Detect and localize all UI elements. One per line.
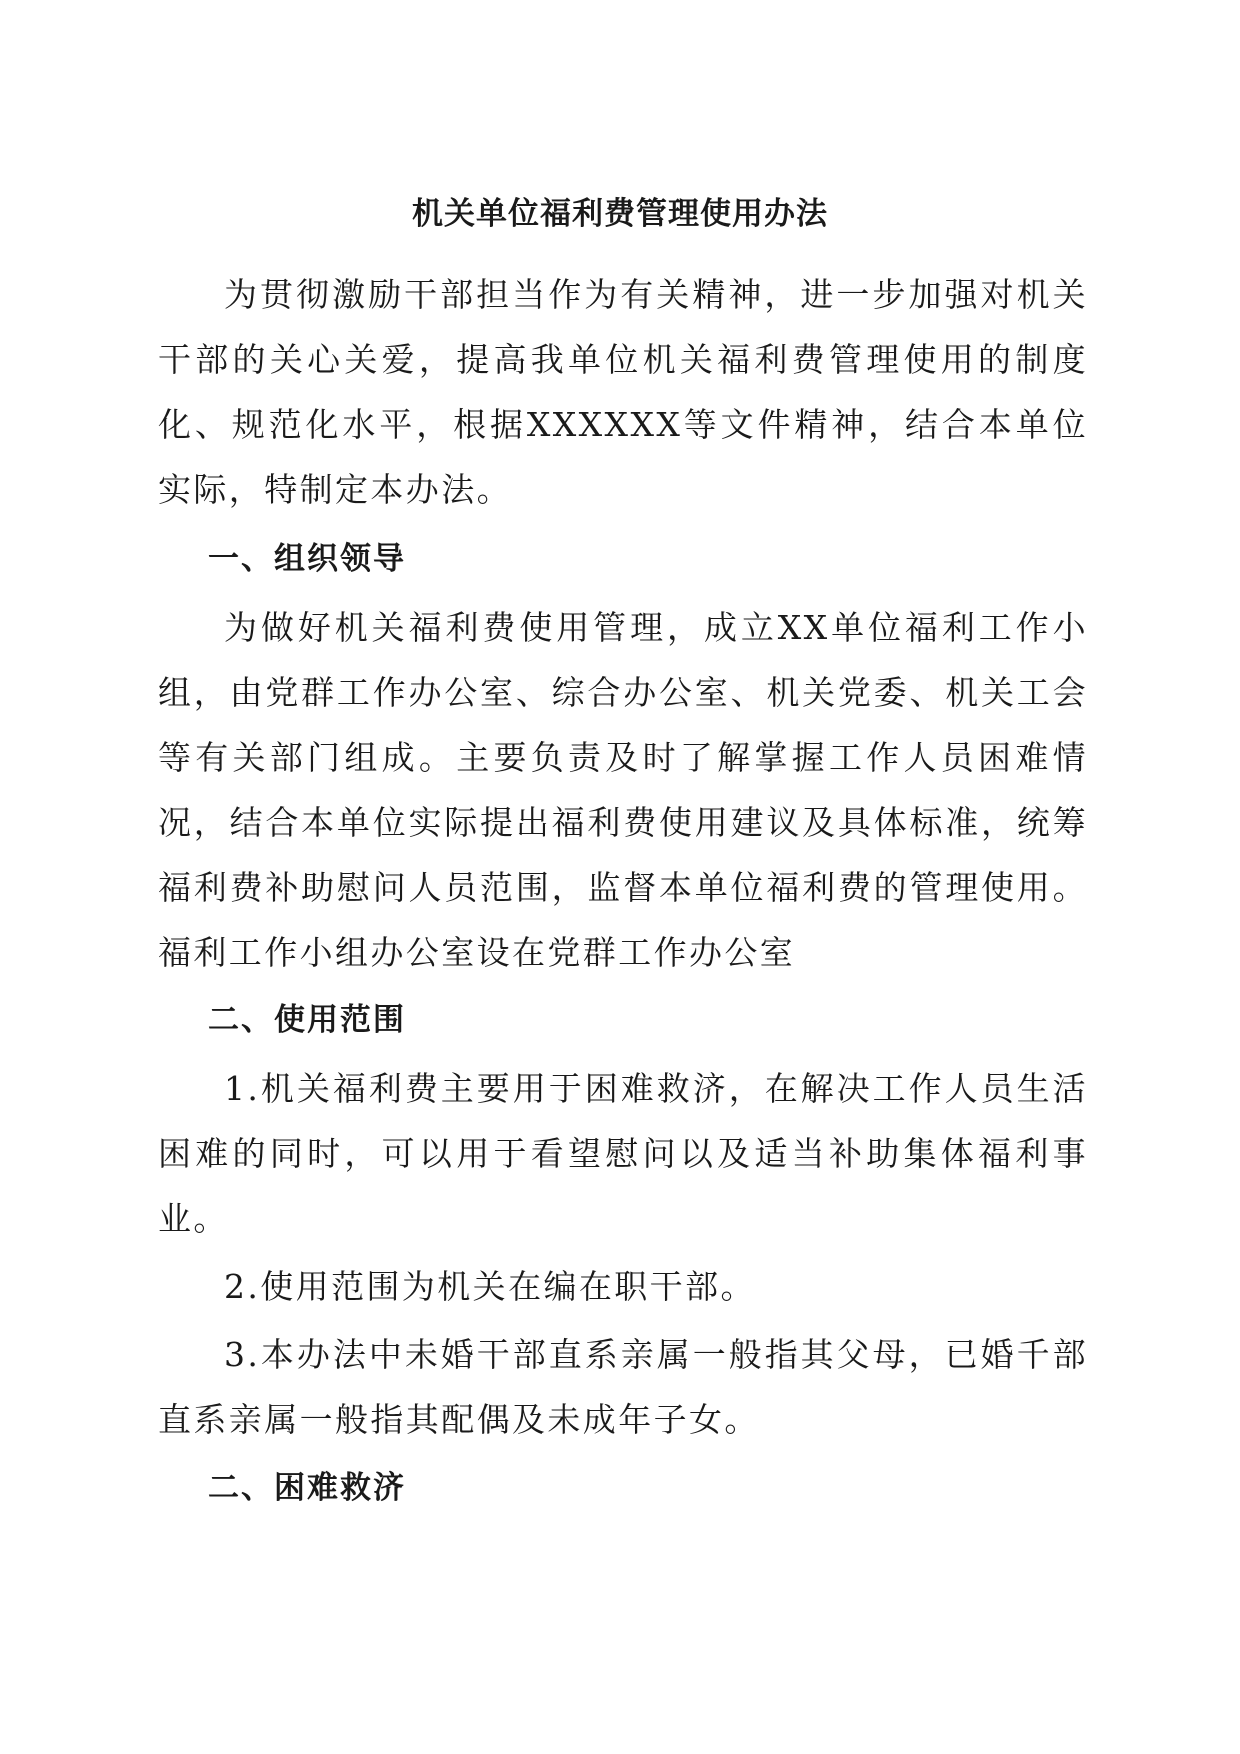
section-heading-hardship-relief: 二、困难救济 (208, 1470, 406, 1506)
scope-paragraph-2: 2.使用范围为机关在编在职干部。 (224, 1267, 756, 1306)
intro-paragraph: 为贯彻激励干部担当作为有关精神，进一步加强对机关干部的关心关爱，提高我单位机关福利费管理使用的制度化、规范化水平，根据XXXXXX等文件精神，结合本单位实际，特制定本办法。 (158, 275, 1088, 509)
document-body (158, 262, 1088, 1521)
section-heading-organization: 一、组织领导 (208, 541, 406, 577)
document-title: 机关单位福利费管理使用办法 (412, 196, 828, 232)
scope-paragraph-1: 1.机关福利费主要用于困难救济，在解决工作人员生活困难的同时，可以用于看望慰问以及适当补助集体福利事业。 (158, 1069, 1088, 1238)
organization-paragraph: 为做好机关福利费使用管理，成立XX单位福利工作小组，由党群工作办公室、综合办公室、机关党委、机关工会等有关部门组成。主要负责及时了解掌握工作人员困难情况，结合本单位实际提出福利费使用建议及具体标准，统筹福利费补助慰问人员范围，监督本单位福利费的管理使用。福利工作小组办公室设在党群工作办公室 (158, 608, 1088, 972)
section-heading-scope: 二、使用范围 (208, 1002, 406, 1038)
scope-paragraph-3: 3.本办法中未婚干部直系亲属一般指其父母，已婚千部直系亲属一般指其配偶及未成年子女。 (158, 1335, 1088, 1439)
